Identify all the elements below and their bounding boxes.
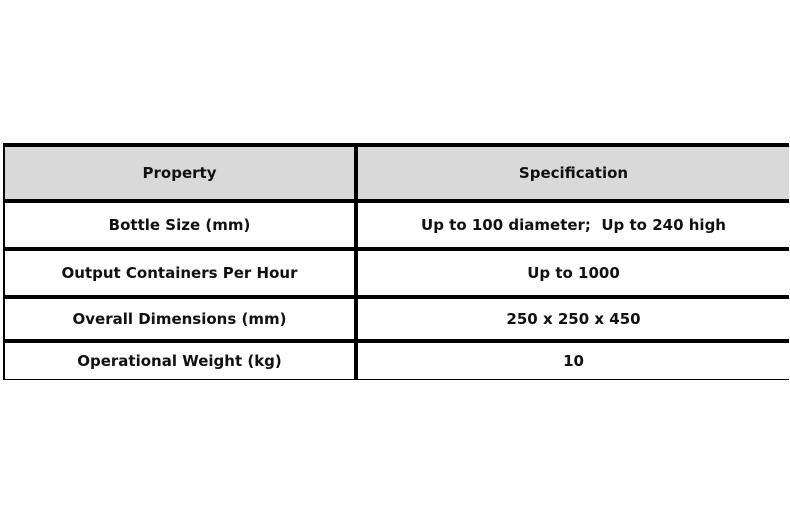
header-specification: Specification (358, 147, 789, 199)
row-output-value: Up to 1000 (358, 251, 789, 295)
row-dimensions-value: 250 x 250 x 450 (358, 299, 789, 339)
row-weight-property: Operational Weight (kg) (5, 343, 354, 379)
row-bottle-size-property: Bottle Size (mm) (5, 203, 354, 247)
row-dimensions-property: Overall Dimensions (mm) (5, 299, 354, 339)
row-output-property: Output Containers Per Hour (5, 251, 354, 295)
specification-table (3, 143, 789, 380)
header-property: Property (5, 147, 354, 199)
row-weight-value: 10 (358, 343, 789, 379)
row-bottle-size-value: Up to 100 diameter; Up to 240 high (358, 203, 789, 247)
